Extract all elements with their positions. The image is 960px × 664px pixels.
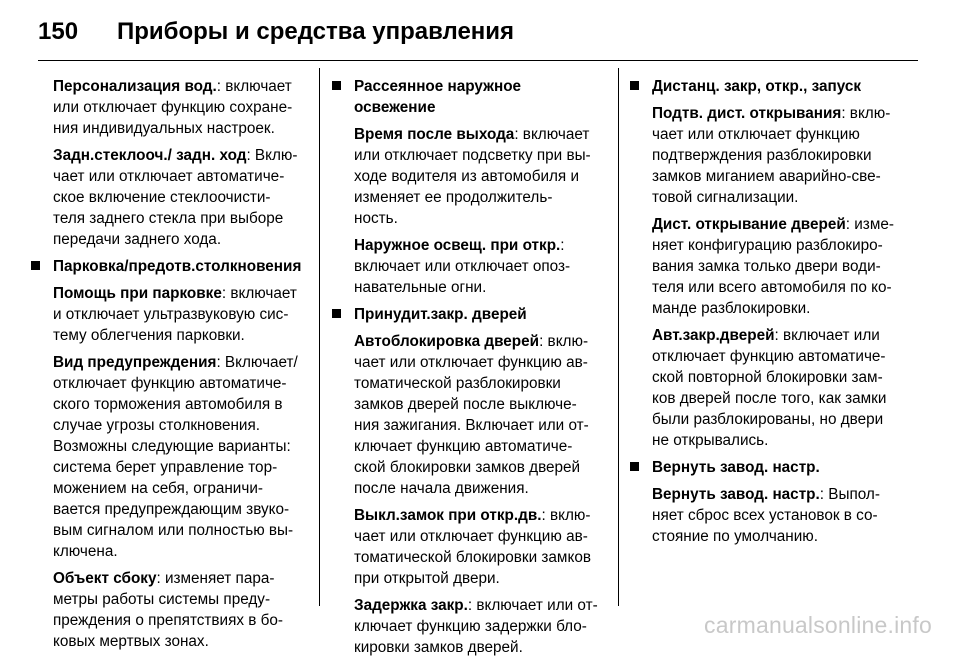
setting-term: Наружное освещ. при откр. xyxy=(354,237,561,254)
setting-term: Задн.стеклооч./ задн. ход xyxy=(53,147,247,164)
setting-entry: Автоблокировка дверей: вклю- чает или отключает функцию ав- томатической разблокировки замков дверей после выключе- ния зажигания. Включает или от- ключает функцию автоматиче- ской блокировки замков дверей после начала движения. xyxy=(354,333,589,497)
column-1 xyxy=(31,76,313,658)
watermark: carmanualsonline.info xyxy=(704,612,932,638)
bullet-square-icon xyxy=(332,309,341,318)
setting-term: Вид предупреждения xyxy=(53,354,217,371)
section-heading: Вернуть завод. настр. xyxy=(630,457,932,478)
bullet-square-icon xyxy=(31,261,40,270)
setting-term: Выкл.замок при откр.дв. xyxy=(354,507,542,524)
bullet-square-icon xyxy=(630,462,639,471)
page-number: 150 xyxy=(38,18,79,45)
setting-entry: Персонализация вод.: включает или отключает функцию сохране- ния индивидуальных настроек. xyxy=(53,78,293,137)
column-divider xyxy=(618,68,619,606)
setting-entry: Помощь при парковке: включает и отключает ультразвуковую сис- тему облегчения парковки. xyxy=(53,285,297,344)
column-divider xyxy=(319,68,320,606)
header-rule xyxy=(38,60,918,61)
setting-term: Персонализация вод. xyxy=(53,78,217,95)
setting-entry: Дист. открывание дверей: изме- няет конфигурацию разблокиро- вания замка только двери води- теля или всего автомобиля по ко- манде разблокировки. xyxy=(652,216,894,317)
setting-term: Помощь при парковке xyxy=(53,285,222,302)
setting-term: Автоблокировка дверей xyxy=(354,333,540,350)
setting-entry: Выкл.замок при откр.дв.: вклю- чает или отключает функцию ав- томатической блокировки замков при открытой двери. xyxy=(354,507,591,587)
section-heading: Рассеянное наружное освежение xyxy=(332,76,610,118)
setting-entry: Задн.стеклооч./ задн. ход: Вклю- чает или отключает автоматиче- ское включение стеклоочисти- теля заднего стекла при выборе передачи заднего хода. xyxy=(53,147,298,248)
setting-entry: Наружное освещ. при откр.: включает или отключает опоз- навательные огни. xyxy=(354,237,571,296)
setting-entry: Задержка закр.: включает или от- ключает функцию задержки бло- кировки замков дверей. xyxy=(354,597,598,656)
setting-term: Задержка закр. xyxy=(354,597,468,614)
section-heading: Дистанц. закр, откр., запуск xyxy=(630,76,932,97)
section-heading: Принудит.закр. дверей xyxy=(332,304,610,325)
setting-term: Авт.закр.дверей xyxy=(652,327,775,344)
setting-entry: Время после выхода: включает или отключает подсветку при вы- ходе водителя из автомобиля и изменяет ее продолжитель- ность. xyxy=(354,126,591,227)
section-heading: Парковка/предотв.столкновения xyxy=(31,256,313,277)
setting-entry: Авт.закр.дверей: включает или отключает функцию автоматиче- ской повторной блокировки зам- ков дверей после того, как замки были разблокированы, но двери не открывались. xyxy=(652,327,887,449)
bullet-square-icon xyxy=(332,81,341,90)
bullet-square-icon xyxy=(630,81,639,90)
setting-entry: Подтв. дист. открывания: вклю- чает или отключает функцию подтверждения разблокировки замков миганием аварийно-све- товой сигнализации. xyxy=(652,105,891,206)
setting-term: Время после выхода xyxy=(354,126,515,143)
setting-term: Дист. открывание дверей xyxy=(652,216,846,233)
setting-term: Объект сбоку xyxy=(53,570,157,587)
setting-entry: Вид предупреждения: Включает/ отключает функцию автоматиче- ского торможения автомобиля в случае угрозы столкновения. Возможны следующие варианты: система берет управление тор- можением на себя, ограничи- вается предупреждающим звуко- вым сигналом или полностью вы- ключена. xyxy=(53,354,298,560)
setting-entry: Вернуть завод. настр.: Выпол- няет сброс всех установок в со- стояние по умолчанию. xyxy=(652,486,880,545)
setting-term: Вернуть завод. настр. xyxy=(652,486,820,503)
page-title: Приборы и средства управления xyxy=(117,18,515,45)
column-3 xyxy=(630,76,932,553)
setting-entry: Объект сбоку: изменяет пара- метры работы системы преду- преждения о препятствиях в бо- ковых мертвых зонах. xyxy=(53,570,284,650)
page-header xyxy=(38,10,918,58)
column-2 xyxy=(332,76,610,664)
setting-term: Подтв. дист. открывания xyxy=(652,105,842,122)
